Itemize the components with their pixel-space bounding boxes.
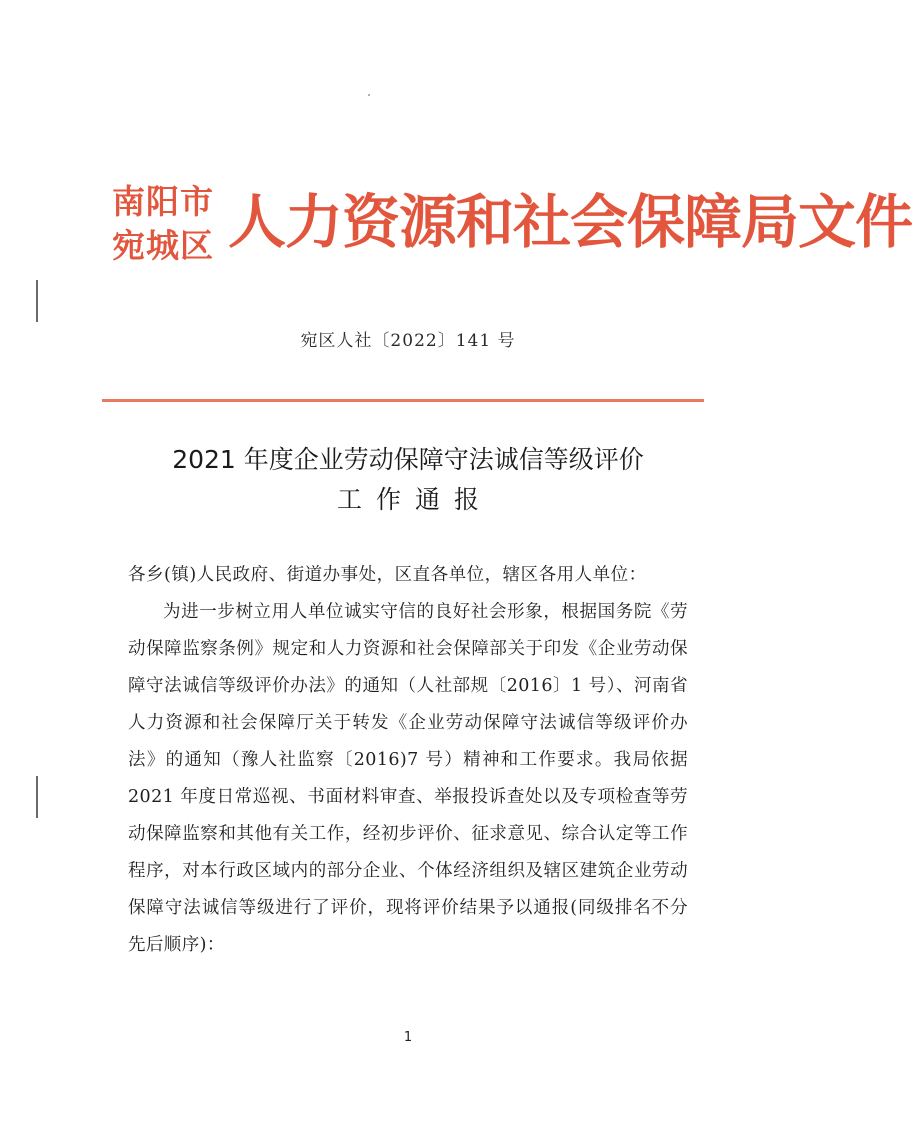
body-paragraph: 为进一步树立用人单位诚实守信的良好社会形象，根据国务院《劳动保障监察条例》规定和人力资源和社会保障部关于印发《企业劳动保障守法诚信等级评价办法》的通知（人社部规〔2016〕1 号）、河南省人力资源和社会保障厅关于转发《企业劳动保障守法诚信等级评价办法》的通知（豫人社监察〔2016)7 号）精神和工作要求。我局依据 2021 年度日常巡视、书面材料审查、举报投诉查处以及专项检查等劳动保障监察和其他有关工作，经初步评价、征求意见、综合认定等工作程序，对本行政区域内的部分企业、个体经济组织及辖区建筑企业劳动保障守法诚信等级进行了评价，现将评价结果予以通报(同级排名不分先后顺序)： <box>128 602 688 955</box>
document-number: 宛区人社〔2022〕141 号 <box>300 331 516 351</box>
document-body <box>128 557 688 964</box>
title-line-1: 2021 年度企业劳动保障守法诚信等级评价 <box>172 445 644 474</box>
header-district: 宛城区 <box>112 226 214 265</box>
header-bureau-title: 人力资源和社会保障局文件 <box>228 188 912 256</box>
header-divider <box>102 399 704 402</box>
scan-margin-mark-top <box>36 280 38 322</box>
scan-speck <box>368 94 370 96</box>
document-title <box>0 440 816 520</box>
header-issuer-location <box>112 180 224 268</box>
header-city: 南阳市 <box>112 182 214 221</box>
document-header <box>112 172 912 272</box>
title-line-2: 工作通报 <box>336 485 493 514</box>
page-number: 1 <box>403 1030 413 1045</box>
salutation: 各乡(镇)人民政府、街道办事处，区直各单位，辖区各用人单位： <box>128 565 647 585</box>
scan-margin-mark-bottom <box>36 776 38 818</box>
